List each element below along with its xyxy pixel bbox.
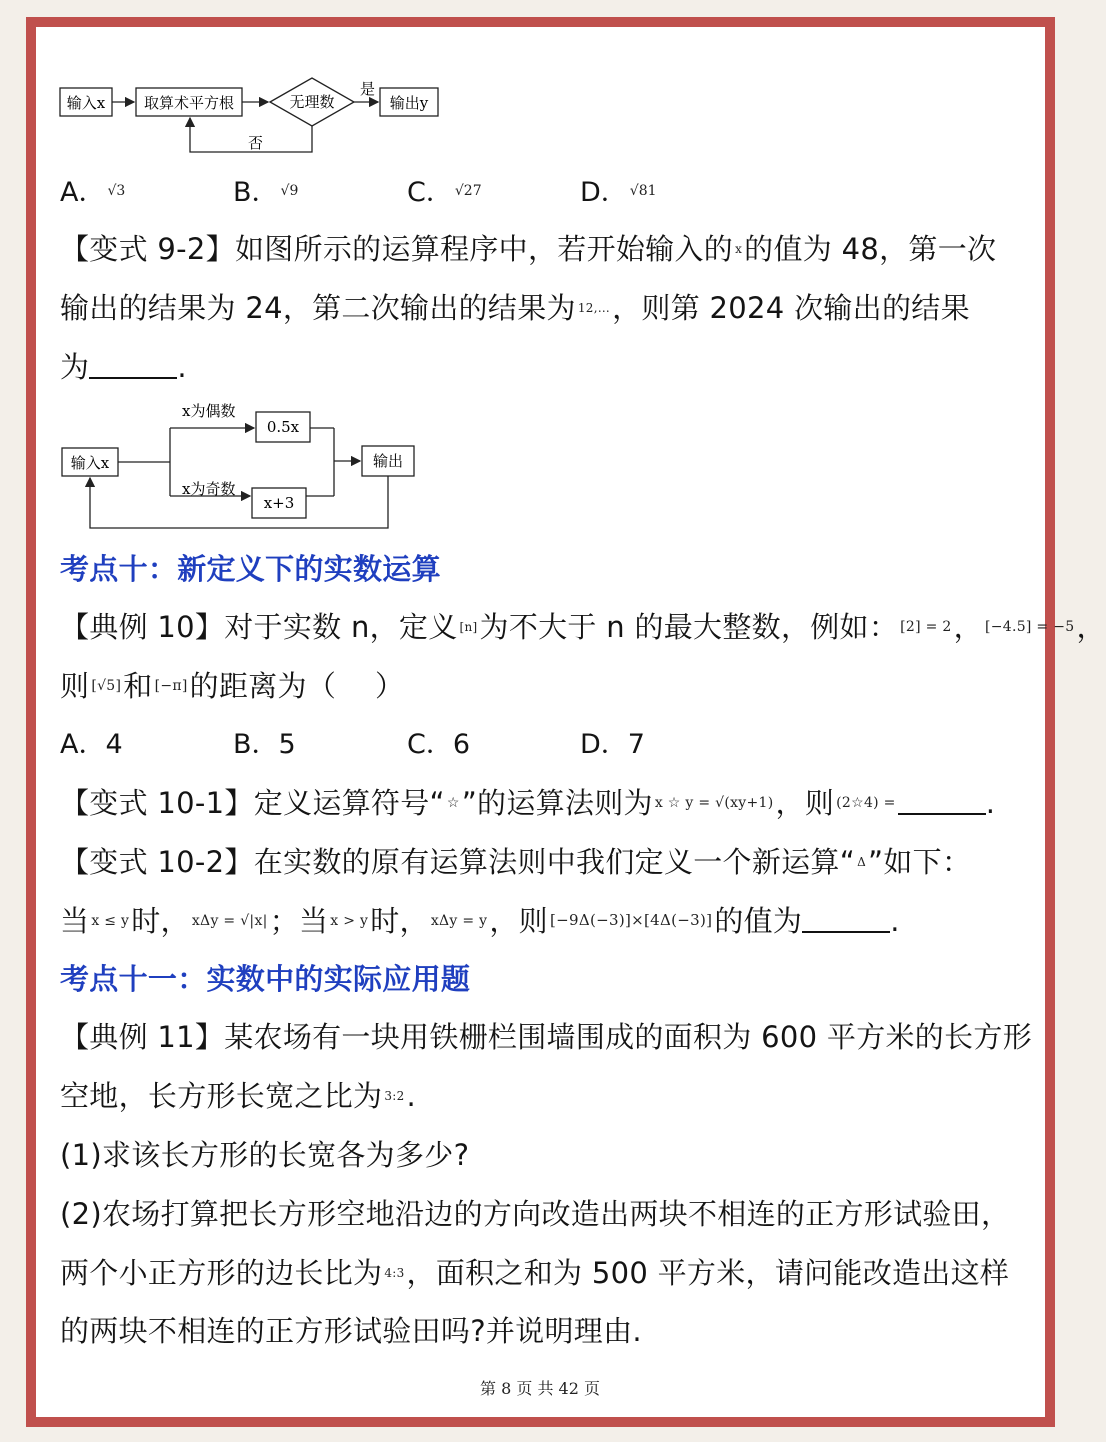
text: ，则第 2024 次输出的结果 xyxy=(612,291,970,325)
section-10-heading: 考点十：新定义下的实数运算 xyxy=(60,552,441,586)
option-a-label: A． xyxy=(60,177,106,208)
option-label: A． xyxy=(60,729,106,760)
text: . xyxy=(890,904,900,938)
text: . xyxy=(406,1079,417,1113)
text: 时， xyxy=(370,904,429,938)
text: ，则 xyxy=(775,786,835,820)
option-b-value: √9 xyxy=(280,183,299,199)
flow1-sqrt-label: 取算术平方根 xyxy=(143,94,235,112)
flowchart-parity xyxy=(58,398,418,534)
flow2-even-box-label: 0.5x xyxy=(266,418,300,436)
q10-option-c xyxy=(407,727,470,763)
option-d xyxy=(580,173,659,211)
text: 当 xyxy=(60,904,90,938)
math: x ☆ y = √(xy+1) xyxy=(654,795,774,811)
math: (2☆4) = xyxy=(836,795,896,811)
math: x > y xyxy=(330,913,369,929)
text: ”如下： xyxy=(868,845,972,879)
flow2-odd-box-label: x+3 xyxy=(263,494,295,512)
math: [−4.5] = −5 xyxy=(984,619,1075,635)
flow2-even-label: x为偶数 xyxy=(182,402,236,420)
math: [−9Δ(−3)]×[4Δ(−3)] xyxy=(549,911,713,929)
text: 和 xyxy=(123,669,153,703)
text: 的值为 xyxy=(714,904,803,938)
math: [2] = 2 xyxy=(900,619,952,635)
ex11-q2-line1: (2)农场打算把长方形空地沿边的方向改造出两块不相连的正方形试验田， xyxy=(60,1197,1011,1231)
q10-option-b xyxy=(233,727,296,763)
text: . xyxy=(177,350,187,384)
text: 为不大于 n 的最大整数，例如： xyxy=(479,610,899,644)
text: 【典例 10】对于实数 n，定义 xyxy=(60,610,458,644)
math: [n] xyxy=(459,620,478,634)
text: ；当 xyxy=(269,904,329,938)
ex11-line2 xyxy=(60,1078,416,1114)
flow1-yes-label: 是 xyxy=(360,80,376,98)
math: x xyxy=(735,242,743,256)
option-value: 5 xyxy=(278,729,296,760)
ex11-q2-line3: 的两块不相连的正方形试验田吗?并说明理由. xyxy=(60,1314,642,1348)
option-a xyxy=(60,173,127,211)
v10-1-line xyxy=(60,785,995,821)
text: ”的运算法则为 xyxy=(461,786,653,820)
option-c-label: C． xyxy=(407,177,453,208)
v10-2-line2 xyxy=(60,902,900,939)
option-b xyxy=(233,173,300,211)
option-c-value: √27 xyxy=(454,183,482,199)
answer-blank xyxy=(802,909,890,933)
v9-2-line1 xyxy=(60,231,996,267)
v10-2-line1 xyxy=(60,844,971,880)
v9-2-line3 xyxy=(60,349,187,385)
option-b-label: B． xyxy=(233,177,279,208)
option-value: 6 xyxy=(452,729,471,760)
math: 12,… xyxy=(577,301,611,315)
v9-2-line2 xyxy=(60,290,970,326)
text: ，则 xyxy=(489,904,548,938)
math: xΔy = y xyxy=(430,913,488,929)
text: ， xyxy=(1076,610,1106,644)
math: [−π] xyxy=(154,678,188,694)
flow1-decision-label: 无理数 xyxy=(289,93,335,111)
math: 3:2 xyxy=(384,1089,405,1103)
text: 时， xyxy=(131,904,190,938)
ex11-q2-line2 xyxy=(60,1255,1009,1291)
math: 4:3 xyxy=(384,1266,405,1280)
flow1-no-label: 否 xyxy=(248,134,264,152)
section-11-heading: 考点十一：实数中的实际应用题 xyxy=(60,962,471,996)
option-value: 4 xyxy=(105,729,123,760)
ex11-q1: (1)求该长方形的长宽各为多少? xyxy=(60,1138,470,1172)
flow2-input-label: 输入x xyxy=(70,454,110,472)
text: 为 xyxy=(60,350,90,384)
flow2-odd-label: x为奇数 xyxy=(182,480,236,498)
option-label: D． xyxy=(580,729,628,760)
option-label: C． xyxy=(407,729,453,760)
text: ， xyxy=(953,610,983,644)
text: 【变式 10-1】定义运算符号“ xyxy=(60,786,445,820)
option-a-value: √3 xyxy=(107,183,126,199)
option-d-label: D． xyxy=(580,177,628,208)
flow1-input-label: 输入x xyxy=(66,94,106,112)
text: 的距离为（ ） xyxy=(189,669,405,703)
page-footer: 第 8 页 共 42 页 xyxy=(480,1379,600,1398)
q10-option-a xyxy=(60,727,123,763)
star-symbol: ☆ xyxy=(446,795,460,811)
text: 【变式 9-2】如图所示的运算程序中，若开始输入的 xyxy=(60,232,734,266)
text: . xyxy=(985,786,996,820)
math: xΔy = √|x| xyxy=(191,913,268,929)
text: 【变式 10-2】在实数的原有运算法则中我们定义一个新运算“ xyxy=(60,845,856,879)
option-value: 7 xyxy=(627,729,645,760)
text: ，面积之和为 500 平方米，请问能改造出这样 xyxy=(406,1256,1010,1290)
flowchart-sqrt xyxy=(58,72,448,158)
text: 输出的结果为 24，第二次输出的结果为 xyxy=(60,291,576,325)
option-label: B． xyxy=(233,729,279,760)
option-d-value: √81 xyxy=(629,183,657,199)
delta-symbol: Δ xyxy=(857,855,867,869)
text: 两个小正方形的边长比为 xyxy=(60,1256,383,1290)
option-c xyxy=(407,173,484,211)
math: x ≤ y xyxy=(91,913,130,929)
ex11-line1: 【典例 11】某农场有一块用铁栅栏围墙围成的面积为 600 平方米的长方形 xyxy=(60,1020,1033,1054)
flow1-output-label: 输出y xyxy=(389,94,429,112)
text: 的值为 48，第一次 xyxy=(744,232,997,266)
text: 空地，长方形长宽之比为 xyxy=(60,1079,383,1113)
q10-option-d xyxy=(580,727,645,763)
math: [√5] xyxy=(91,678,122,694)
answer-blank xyxy=(898,791,986,815)
answer-blank xyxy=(89,355,177,379)
flow2-output-label: 输出 xyxy=(372,452,404,470)
text: 则 xyxy=(60,669,90,703)
ex10-line1 xyxy=(60,609,1106,645)
ex10-line2 xyxy=(60,668,404,704)
